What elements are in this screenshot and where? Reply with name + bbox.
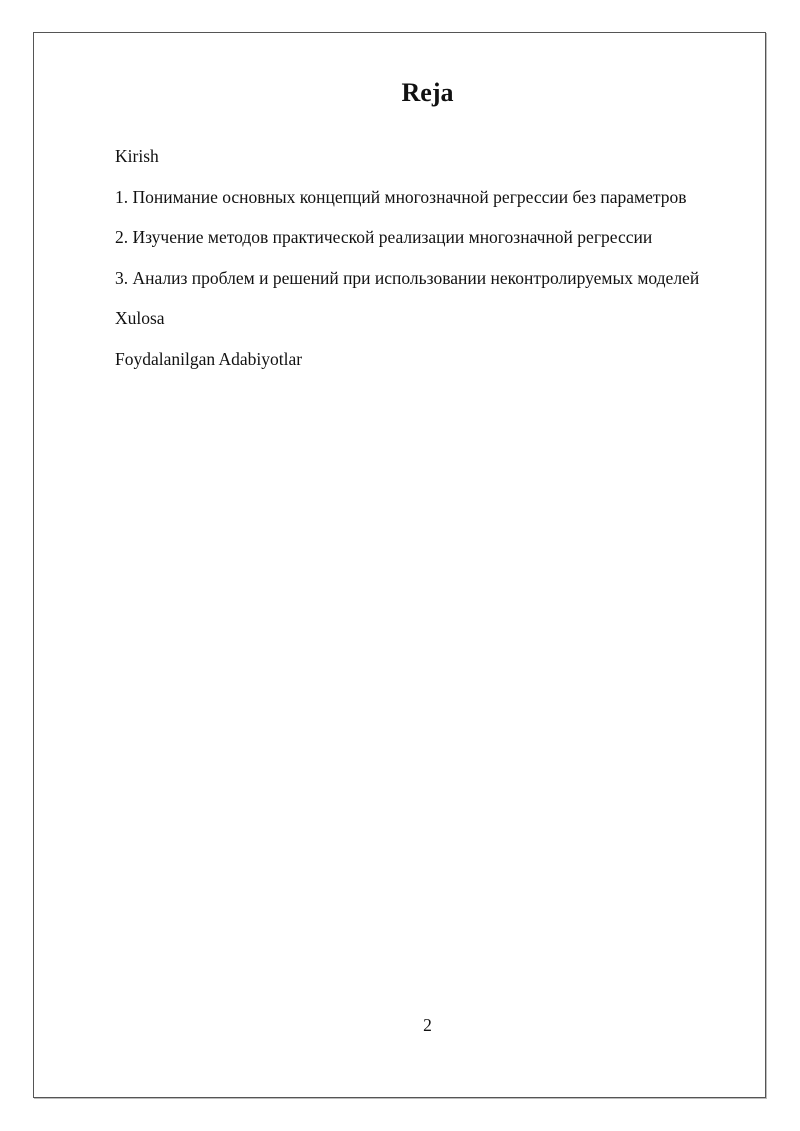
toc-item-section-1: 1. Понимание основных концепций многозначной регрессии без параметров xyxy=(115,186,687,207)
document-page xyxy=(33,32,766,1098)
table-of-contents xyxy=(115,145,699,388)
toc-item-introduction: Kirish xyxy=(115,146,159,166)
toc-item-section-2: 2. Изучение методов практической реализации многозначной регрессии xyxy=(115,227,653,247)
toc-item-conclusion: Xulosa xyxy=(115,308,165,328)
toc-item-section-3: 3. Анализ проблем и решений при использовании неконтролируемых моделей xyxy=(115,267,700,288)
page-title: Reja xyxy=(401,78,454,107)
page-number: 2 xyxy=(423,1015,432,1035)
toc-item-references: Foydalanilgan Adabiyotlar xyxy=(115,348,303,369)
